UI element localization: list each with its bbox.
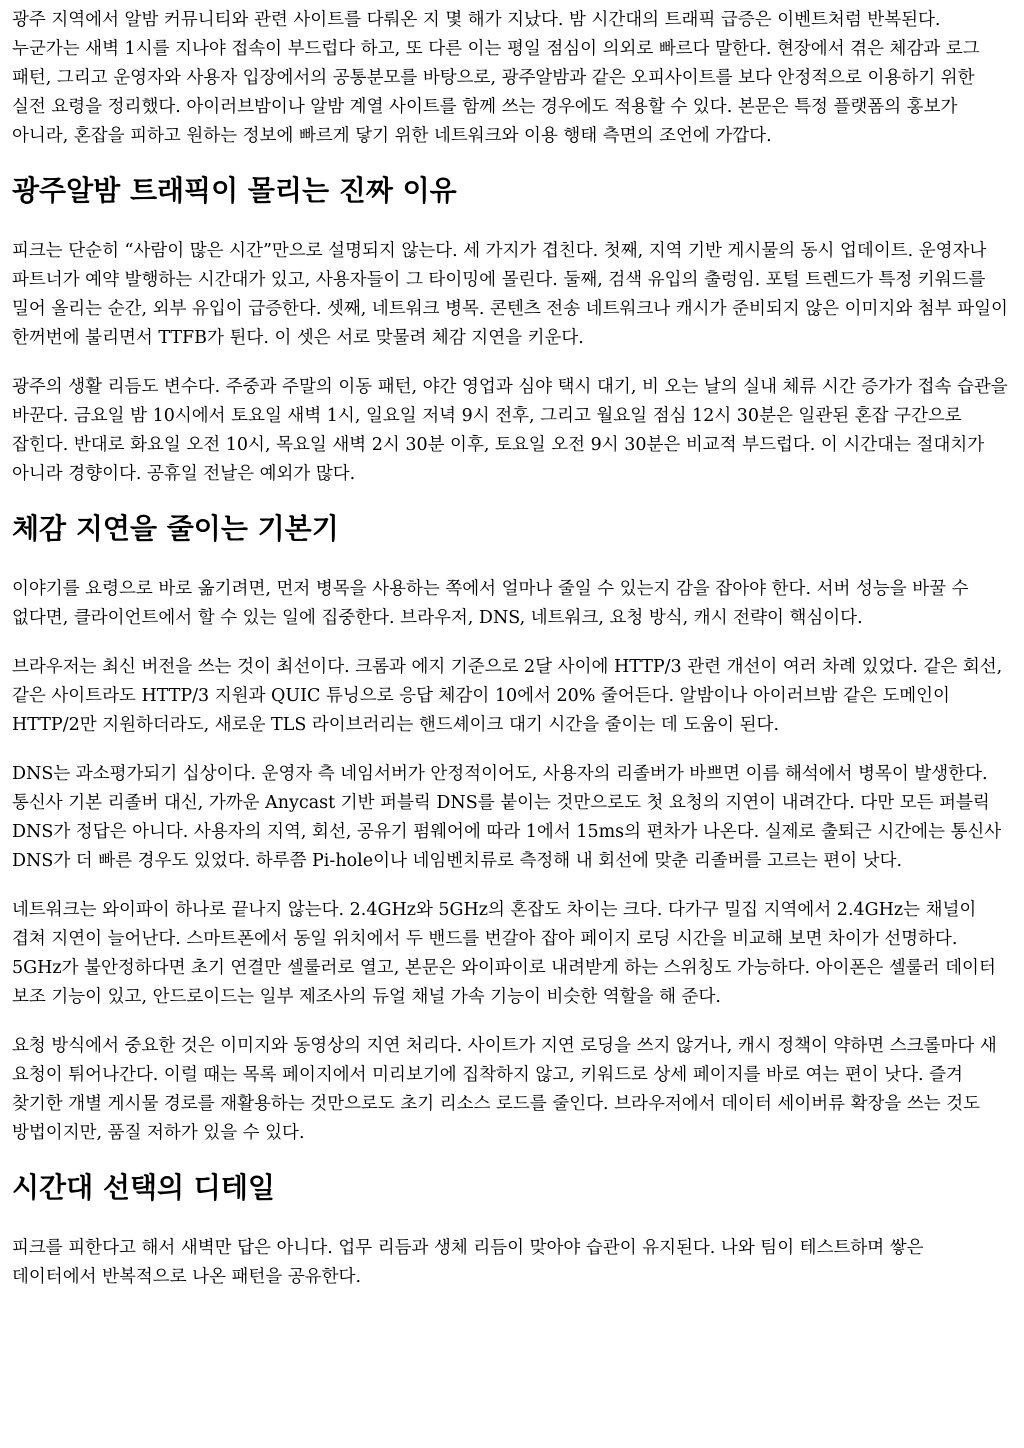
paragraph: 피크는 단순히 “사람이 많은 시간”만으로 설명되지 않는다. 세 가지가 겹친다. 첫째, 지역 기반 게시물의 동시 업데이트. 운영자나 파트너가 예약 발행하는 시간대가 있고, 사용자들이 그 타이밍에 몰린다. 둘째, 검색 유입의 출렁임. 포털 트렌드가 특정 키워드를 밀어 올리는 순간, 외부 유입이 급증한다. 셋째, 네트워크 병목. 콘텐츠 전송 네트워크나 캐시가 준비되지 않은 이미지와 첨부 파일이 한꺼번에 불리면서 TTFB가 튄다. 이 셋은 서로 맞물려 체감 지연을 키운다. xyxy=(12,241,1008,348)
paragraph: DNS는 과소평가되기 십상이다. 운영자 측 네임서버가 안정적이어도, 사용자의 리졸버가 바쁘면 이름 해석에서 병목이 발생한다. 통신사 기본 리졸버 대신, 가까운 Anycast 기반 퍼블릭 DNS를 붙이는 것만으로도 첫 요청의 지연이 내려간다. 다만 모든 퍼블릭 DNS가 정답은 아니다. 사용자의 지역, 회선, 공유기 펌웨어에 따라 1에서 15ms의 편차가 나온다. 실제로 출퇴근 시간에는 통신사 DNS가 더 빠른 경우도 있었다. 하루쯤 Pi-hole이나 네임벤치류로 측정해 내 회선에 맞춘 리졸버를 고르는 편이 낫다. xyxy=(12,764,1002,871)
paragraph: 브라우저는 최신 버전을 쓰는 것이 최선이다. 크롬과 에지 기준으로 2달 사이에 HTTP/3 관련 개선이 여러 차례 있었다. 같은 회선, 같은 사이트라도 HTTP/3 지원과 QUIC 튜닝으로 응답 체감이 10에서 20% 줄어든다. 알밤이나 아이러브밤 같은 도메인이 HTTP/2만 지원하더라도, 새로운 TLS 라이브러리는 핸드셰이크 대기 시간을 줄이는 데 도움이 된다. xyxy=(12,657,1003,735)
paragraph: 광주의 생활 리듬도 변수다. 주중과 주말의 이동 패턴, 야간 영업과 심야 택시 대기, 비 오는 날의 실내 체류 시간 증가가 접속 습관을 바꾼다. 금요일 밤 10시에서 토요일 새벽 1시, 일요일 저녁 9시 전후, 그리고 월요일 점심 12시 30분은 일관된 혼잡 구간으로 잡힌다. 반대로 화요일 오전 10시, 목요일 새벽 2시 30분 이후, 토요일 오전 9시 30분은 비교적 부드럽다. 이 시간대는 절대치가 아니라 경향이다. 공휴일 전날은 예외가 많다. xyxy=(12,377,1008,484)
intro-paragraph: 광주 지역에서 알밤 커뮤니티와 관련 사이트를 다뤄온 지 몇 해가 지났다. 밤 시간대의 트래픽 급증은 이벤트처럼 반복된다. 누군가는 새벽 1시를 지나야 접속이 부드럽다 하고, 또 다른 이는 평일 점심이 의외로 빠르다 말한다. 현장에서 겪은 체감과 로그 패턴, 그리고 운영자와 사용자 입장에서의 공통분모를 바탕으로, 광주알밤과 같은 오피사이트를 보다 안정적으로 이용하기 위한 실전 요령을 정리했다. 아이러브밤이나 알밤 계열 사이트를 함께 쓰는 경우에도 적용할 수 있다. 본문은 특정 플랫폼의 홍보가 아니라, 혼잡을 피하고 원하는 정보에 빠르게 닿기 위한 네트워크와 이용 행태 측면의 조언에 가깝다. xyxy=(12,10,980,146)
section-heading-traffic-reasons: 광주알밤 트래픽이 몰리는 진짜 이유 xyxy=(12,174,457,207)
paragraph: 네트워크는 와이파이 하나로 끝나지 않는다. 2.4GHz와 5GHz의 혼잡도 차이는 크다. 다가구 밀집 지역에서 2.4GHz는 채널이 겹쳐 지연이 늘어난다. 스마트폰에서 동일 위치에서 두 밴드를 번갈아 잡아 페이지 로딩 시간을 비교해 보면 차이가 선명하다. 5GHz가 불안정하다면 초기 연결만 셀룰러로 열고, 본문은 와이파이로 내려받게 하는 스위칭도 가능하다. 아이폰은 셀룰러 데이터 보조 기능이 있고, 안드로이드는 일부 제조사의 듀얼 채널 가속 기능이 비슷한 역할을 해 준다. xyxy=(12,900,996,1007)
paragraph: 요청 방식에서 중요한 것은 이미지와 동영상의 지연 처리다. 사이트가 지연 로딩을 쓰지 않거나, 캐시 정책이 약하면 스크롤마다 새 요청이 튀어나간다. 이럴 때는 목록 페이지에서 미리보기에 집착하지 않고, 키워드로 상세 페이지를 바로 여는 편이 낫다. 즐겨 찾기한 개별 게시물 경로를 재활용하는 것만으로도 초기 리소스 로드를 줄인다. 브라우저에서 데이터 세이버류 확장을 쓰는 것도 방법이지만, 품질 저하가 있을 수 있다. xyxy=(12,1036,997,1143)
paragraph: 피크를 피한다고 해서 새벽만 답은 아니다. 업무 리듬과 생체 리듬이 맞아야 습관이 유지된다. 나와 팀이 테스트하며 쌓은 데이터에서 반복적으로 나온 패턴을 공유한다. xyxy=(12,1238,924,1287)
section-heading-latency-basics: 체감 지연을 줄이는 기본기 xyxy=(12,512,339,545)
paragraph: 이야기를 요령으로 바로 옮기려면, 먼저 병목을 사용하는 쪽에서 얼마나 줄일 수 있는지 감을 잡아야 한다. 서버 성능을 바꿀 수 없다면, 클라이언트에서 할 수 있는 일에 집중한다. 브라우저, DNS, 네트워크, 요청 방식, 캐시 전략이 핵심이다. xyxy=(12,579,969,628)
section-heading-timing-details: 시간대 선택의 디테일 xyxy=(12,1171,275,1204)
